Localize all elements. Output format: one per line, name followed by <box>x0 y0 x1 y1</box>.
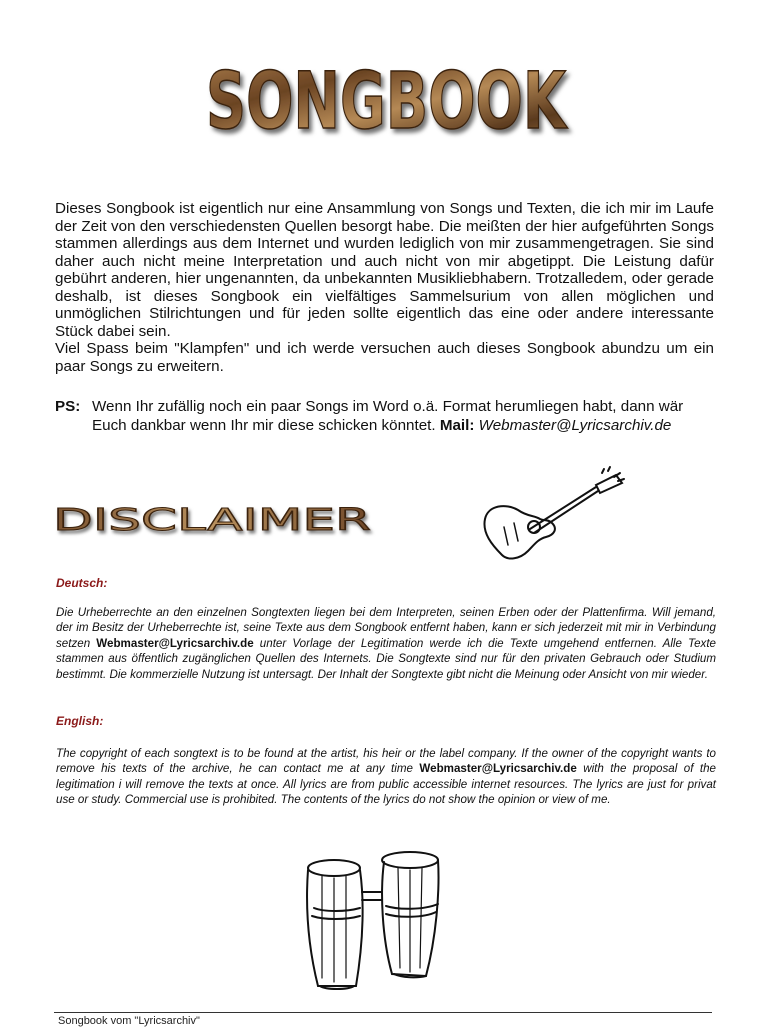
mail-link[interactable]: Webmaster@Lyricsarchiv.de <box>478 417 672 434</box>
deutsch-email-link[interactable]: Webmaster@Lyricsarchiv.de <box>96 636 254 650</box>
intro-paragraph-2: Viel Spass beim "Klampfen" und ich werde versuchen auch dieses Songbook abundzu um ein paar Songs zu erweitern. <box>55 340 714 375</box>
deutsch-text <box>56 605 716 682</box>
english-text <box>56 746 716 808</box>
english-email-link[interactable]: Webmaster@Lyricsarchiv.de <box>419 762 577 776</box>
footer-divider <box>54 1012 712 1013</box>
intro-paragraph-1: Dieses Songbook ist eigentlich nur eine Ansammlung von Songs und Texten, die ich mir im Laufe der Zeit von den verschiedensten Quellen besorgt habe. Die meißten der hier aufgeführten Songs stammen allerdings aus dem Internet und wurden lediglich von mir zusammengetragen. Sie sind daher auch nicht meine Interpretation und auch nicht von mir abgetippt. Die Leistung dafür gebührt anderen, hier ungenannten, da unbekannten Musikliebhabern. Trotzalledem, oder gerade deshalb, ist dieses Songbook ein vielfältiges Sammelsurium von allen möglichen und unmöglichen Stilrichtungen und für jeden sollte eigentlich das eine oder andere interessante Stück dabei sein. <box>55 200 714 340</box>
deutsch-heading: Deutsch: <box>56 576 108 590</box>
english-heading: English: <box>56 714 104 728</box>
english-text-after: with the proposal of the legitimation i will remove the texts at once. All lyrics are from public accessible internet resources. The lyrics are just for privat use or study. Commercial use is prohibited. The contents of the lyrics do not show the opinion or view of me. <box>56 762 716 807</box>
guitar-icon <box>478 465 628 565</box>
disclaimer-logo <box>52 500 377 540</box>
songbook-logo-text: SONGBOOK <box>206 57 568 147</box>
songbook-logo <box>200 57 572 147</box>
disclaimer-logo-text: DISCLAIMER <box>53 503 371 538</box>
ps-label: PS: <box>55 398 81 415</box>
ps-note <box>55 397 715 435</box>
english-text-before: The copyright of each songtext is to be found at the artist, his heir or the label company. If the owner of the copyright wants to remove his texts of the archive, he can contact me at any time <box>56 747 716 776</box>
mail-label: Mail: <box>439 417 475 434</box>
ps-text: Wenn Ihr zufällig noch ein paar Songs im Word o.ä. Format herumliegen habt, dann wär Euch dankbar wenn Ihr mir diese schicken könntet. <box>92 398 684 434</box>
deutsch-text-before: Die Urheberrechte an den einzelnen Songtexten liegen bei dem Interpreten, seinen Erben oder der Plattenfirma. Will jemand, der im Besitz der Urheberrechte ist, seine Texte aus dem Songbook entfernt haben, kann er sich jederzeit mit mir in Verbindung setzen <box>56 606 716 650</box>
footer-text: Songbook vom "Lyricsarchiv" <box>58 1015 200 1027</box>
intro-text <box>55 200 714 375</box>
congas-icon <box>298 848 446 996</box>
deutsch-text-after: unter Vorlage der Legitimation werde ich die Texte umgehend entfernen. Alle Texte stammen aus öffentlich zugänglichen Quellen des Internets. Die Songtexte sind nur für den privaten Gebrauch oder Studium bestimmt. Die kommerzielle Nutzung ist untersagt. Der Inhalt der Songtexte gibt nicht die Meinung oder Ansicht von mir wieder. <box>56 636 716 681</box>
